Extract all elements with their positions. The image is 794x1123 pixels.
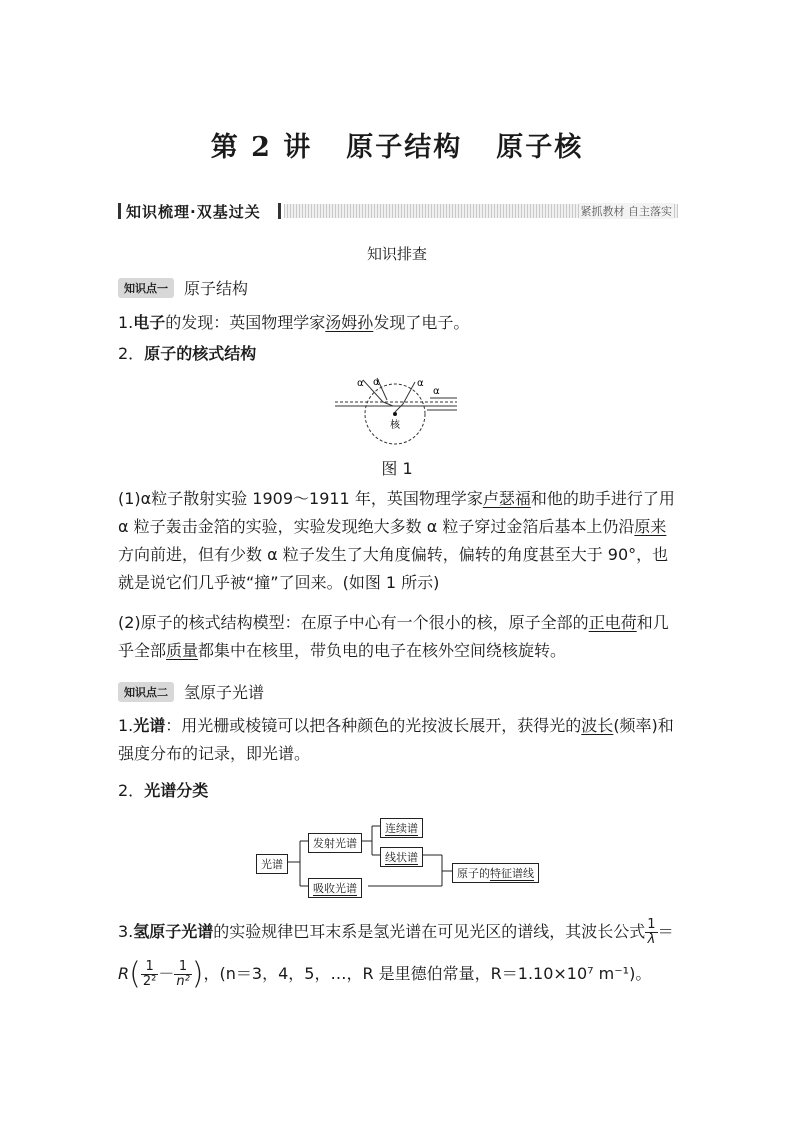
equals-sign: ＝ bbox=[657, 922, 674, 941]
minus-sign: － bbox=[158, 964, 175, 983]
text: 的实验规律巴耳末系是氢光谱在可见光区的谱线，其波长公式 bbox=[213, 922, 646, 941]
section-banner bbox=[118, 201, 678, 221]
knowledge-point-title: 原子结构 bbox=[184, 279, 249, 298]
knowledge-point-2-heading bbox=[118, 680, 264, 700]
fraction-one-over-lambda bbox=[645, 918, 657, 947]
item-number: 2． bbox=[118, 781, 145, 800]
underlined-thomson: 汤姆孙 bbox=[325, 313, 374, 332]
underlined-rutherford: 卢瑟福 bbox=[482, 489, 531, 508]
deflected-path-3 bbox=[395, 382, 415, 412]
underlined-feature-lines: 特征谱线 bbox=[490, 867, 534, 880]
paragraph-electron-discovery bbox=[118, 309, 678, 337]
text: 的发现：英国物理学家 bbox=[165, 313, 326, 332]
fraction-one-over-n-squared bbox=[174, 960, 191, 989]
banner-bar-left bbox=[118, 203, 121, 219]
fraction-denominator: 2² bbox=[142, 974, 157, 989]
knowledge-point-tag: 知识点二 bbox=[118, 682, 174, 702]
paragraph-nuclear-structure-heading bbox=[118, 340, 678, 368]
knowledge-point-1-heading bbox=[118, 276, 248, 296]
term-nuclear-structure: 原子的核式结构 bbox=[144, 344, 257, 363]
underlined-absorption: 吸收光谱 bbox=[313, 882, 357, 895]
text: 和他的助手进行了用 α 粒子轰击金箔的实验，实验发现绝大多数 α 粒子穿过金箔后基本上仍沿 bbox=[118, 489, 675, 536]
tree-node-emission: 发射光谱 bbox=[308, 833, 362, 853]
alpha-label-1: α bbox=[357, 378, 364, 389]
paren-open: ( bbox=[129, 956, 141, 992]
underlined-original: 原来 bbox=[634, 517, 667, 536]
term-hydrogen-spectrum: 氢原子光谱 bbox=[133, 922, 214, 941]
item-number: 1. bbox=[118, 313, 134, 332]
tree-node-line bbox=[380, 847, 423, 867]
text: ：用光栅或棱镜可以把各种颜色的光按波长展开，获得光的 bbox=[165, 716, 582, 735]
paragraph-nuclear-model bbox=[118, 609, 678, 665]
text: 和几乎全部 bbox=[118, 613, 669, 660]
knowledge-point-tag: 知识点一 bbox=[118, 278, 174, 298]
tree-node-continuous bbox=[380, 818, 423, 838]
formula-conditions: ，(n＝3，4，5，…，R 是里德伯常量，R＝1.10×10⁷ m⁻¹)。 bbox=[203, 964, 652, 983]
text: 方向前进，但有少数 α 粒子发生了大角度偏转，偏转的角度甚至大于 90°，也就是说它们几乎被“撞”了回来。(如图 1 所示) bbox=[118, 545, 669, 592]
underlined-wavelength: 波长 bbox=[581, 716, 614, 735]
fraction-numerator: 1 bbox=[141, 960, 158, 975]
text: 都集中在核里，带负电的电子在核外空间绕核旋转。 bbox=[198, 641, 567, 660]
section-subheading: 知识排查 bbox=[366, 245, 427, 263]
title-topic-1: 原子结构 bbox=[346, 132, 463, 163]
text: 发现了电子。 bbox=[373, 313, 470, 332]
term-spectrum-classification: 光谱分类 bbox=[144, 781, 209, 800]
alpha-label-3: α bbox=[417, 378, 424, 389]
paragraph-balmer-series bbox=[118, 918, 678, 947]
term-spectrum: 光谱 bbox=[133, 716, 166, 735]
nucleus-dot bbox=[393, 412, 397, 416]
tree-node-feature-lines bbox=[452, 863, 539, 883]
paren-close: ) bbox=[191, 956, 204, 992]
underlined-positive-charge: 正电荷 bbox=[588, 613, 637, 632]
alpha-scattering-figure bbox=[335, 376, 460, 448]
lecture-number: 第 2 讲 bbox=[210, 132, 313, 163]
title-topic-2: 原子核 bbox=[496, 132, 584, 163]
tree-node-spectrum: 光谱 bbox=[256, 854, 288, 874]
alpha-label-2: α bbox=[373, 377, 380, 388]
text: (1)α粒子散射实验 1909～1911 年，英国物理学家 bbox=[118, 489, 483, 508]
fraction-numerator: 1 bbox=[174, 960, 191, 975]
paragraph-alpha-experiment bbox=[118, 485, 678, 597]
fraction-denominator: n² bbox=[176, 974, 190, 989]
alpha-label-4: α bbox=[433, 386, 440, 397]
underlined-mass: 质量 bbox=[166, 641, 199, 660]
item-number: 1. bbox=[118, 716, 134, 735]
underlined-continuous: 连续谱 bbox=[385, 822, 418, 835]
paragraph-spectrum-definition bbox=[118, 712, 678, 768]
term-electron: 电子 bbox=[133, 313, 166, 332]
text: (频率)和强度分布的记录，即光谱。 bbox=[118, 716, 674, 763]
tree-node-absorption bbox=[308, 878, 362, 898]
fraction-one-over-two-squared bbox=[141, 960, 158, 989]
page-title bbox=[0, 125, 794, 164]
paragraph-spectrum-classification-heading bbox=[118, 777, 678, 805]
paragraph-balmer-formula bbox=[118, 956, 678, 992]
underlined-line: 线状谱 bbox=[385, 851, 418, 864]
text: 原子的 bbox=[457, 867, 490, 880]
rydberg-symbol: R bbox=[118, 964, 130, 983]
item-number: 2． bbox=[118, 344, 145, 363]
item-number: 3. bbox=[118, 922, 134, 941]
banner-right-text: 紧抓教材 自主落实 bbox=[580, 205, 672, 218]
fraction-numerator: 1 bbox=[647, 917, 656, 932]
banner-label: 知识梳理·双基过关 bbox=[126, 203, 261, 221]
figure-1-caption: 图 1 bbox=[381, 459, 413, 478]
banner-bar-right bbox=[278, 203, 281, 219]
knowledge-point-title: 氢原子光谱 bbox=[184, 683, 265, 702]
nucleus-label: 核 bbox=[390, 420, 400, 431]
fraction-denominator: λ bbox=[647, 932, 656, 947]
text: (2)原子的核式结构模型：在原子中心有一个很小的核，原子全部的 bbox=[118, 613, 589, 632]
